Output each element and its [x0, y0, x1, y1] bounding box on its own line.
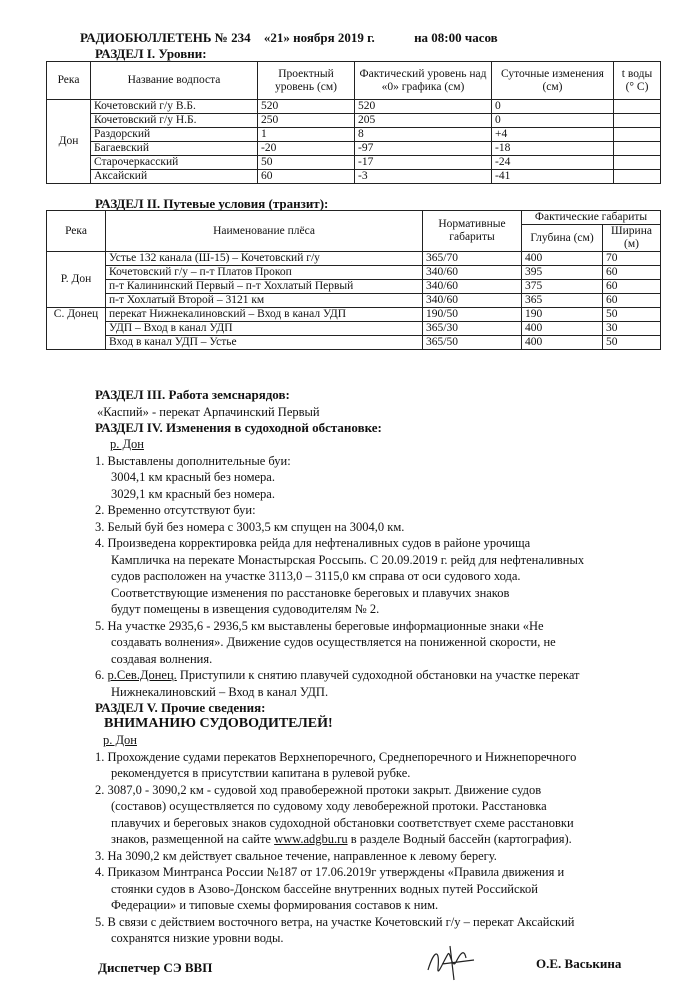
- daily-change: -18: [492, 142, 614, 156]
- depth: 375: [522, 280, 603, 294]
- reach-name: перекат Нижнекалиновский – Вход в канал УДП: [106, 308, 423, 322]
- list-item: 3004,1 км красный без номера.: [111, 470, 275, 484]
- table-row: [47, 100, 661, 114]
- list-item: Федерации» и типовые схемы формирования составов к ним.: [111, 898, 439, 912]
- col-width: Ширина (м): [603, 225, 661, 252]
- norm-dim: 340/60: [423, 280, 522, 294]
- norm-dim: 340/60: [423, 294, 522, 308]
- table-row: [47, 128, 661, 142]
- table-row: [47, 170, 661, 184]
- daily-change: -41: [492, 170, 614, 184]
- reach-name: УДП – Вход в канал УДП: [106, 322, 423, 336]
- list-item: 5. В связи с действием восточного ветра, на участке Кочетовский г/у – перекат Аксайский: [95, 914, 575, 929]
- width: 50: [603, 308, 661, 322]
- width: 70: [603, 252, 661, 266]
- list-item: рекомендуется в присутствии капитана в рулевой рубке.: [111, 766, 411, 780]
- river-cell: С. Донец: [47, 308, 106, 350]
- water-temp: [614, 170, 661, 184]
- section5-body: [95, 732, 680, 947]
- norm-dim: 340/60: [423, 266, 522, 280]
- list-item: 1. Выставлены дополнительные буи:: [95, 453, 291, 468]
- table-row: [47, 336, 661, 350]
- post-name: Аксайский: [91, 170, 258, 184]
- list-item: 3. На 3090,2 км действует свальное течение, направленное к левому берегу.: [95, 848, 497, 863]
- width: 50: [603, 336, 661, 350]
- col-reach: Наименование плёса: [106, 211, 423, 252]
- list-item: Соответствующие изменения по расстановке береговых и плавучих знаков: [111, 585, 510, 600]
- list-item: судов расположен на участке 3113,0 – 3115,0 км справа от оси судового хода.: [111, 569, 521, 583]
- depth: 400: [522, 322, 603, 336]
- list-item: сохранятся низкие уровни воды.: [111, 931, 284, 945]
- list-item: [95, 831, 680, 848]
- table-row: [47, 280, 661, 294]
- daily-change: +4: [492, 128, 614, 142]
- width: 60: [603, 266, 661, 280]
- list-item: 3. Белый буй без номера с 3003,5 км спущен на 3004,0 км.: [95, 519, 405, 534]
- section5-title: РАЗДЕЛ V. Прочие сведения:: [95, 700, 266, 715]
- daily-change: 0: [492, 100, 614, 114]
- section2-title: РАЗДЕЛ II. Путевые условия (транзит):: [95, 196, 329, 211]
- signatory-name: О.Е. Васькина: [536, 956, 622, 971]
- site-link[interactable]: www.adgbu.ru: [274, 832, 348, 846]
- width: 60: [603, 294, 661, 308]
- design-level: 1: [258, 128, 355, 142]
- list-item: создавать волнения». Движение судов осуществляется на пониженной скорости, не: [111, 635, 556, 649]
- depth: 400: [522, 336, 603, 350]
- actual-level: -97: [355, 142, 492, 156]
- river-label: р. Дон: [110, 437, 144, 451]
- reach-name: п-т Калининский Первый – п-т Хохлатый Первый: [106, 280, 423, 294]
- reach-name: Кочетовский г/у – п-т Платов Прокоп: [106, 266, 423, 280]
- post-name: Багаевский: [91, 142, 258, 156]
- list-item: (составов) осуществляется по судовому ходу левобережной протоки. Расстановка: [111, 799, 547, 813]
- list-item: стоянки судов в Азово-Донском бассейне внутренних водных путей Российской: [111, 881, 538, 896]
- actual-level: 205: [355, 114, 492, 128]
- list-item: будут помещены в извещения судоводителям № 2.: [111, 602, 380, 616]
- list-item: Кампличка на перекате Монастырская Россыпь. С 20.09.2019 г. рейд для нефтеналивных: [111, 552, 585, 567]
- list-item: 2. Временно отсутствуют буи:: [95, 503, 256, 517]
- list-item: 4. Произведена корректировка рейда для нефтеналивных судов в районе урочища: [95, 536, 531, 550]
- reach-name: п-т Хохлатый Второй – 3121 км: [106, 294, 423, 308]
- actual-level: -3: [355, 170, 492, 184]
- attention-heading: ВНИМАНИЮ СУДОВОДИТЕЛЕЙ!: [104, 716, 333, 731]
- section3-line: «Каспий» - перекат Арпачинский Первый: [97, 405, 320, 419]
- section4-title: РАЗДЕЛ IV. Изменения в судоходной обстановке:: [95, 420, 382, 435]
- list-item: 1. Прохождение судами перекатов Верхнепоречного, Среднепоречного и Нижнепоречного: [95, 749, 577, 764]
- col-temp: t воды (° С): [614, 62, 661, 100]
- daily-change: -24: [492, 156, 614, 170]
- daily-change: 0: [492, 114, 614, 128]
- norm-dim: 365/70: [423, 252, 522, 266]
- water-temp: [614, 100, 661, 114]
- norm-dim: 365/50: [423, 336, 522, 350]
- col-depth: Глубина (см): [522, 225, 603, 252]
- bulletin-title: РАДИОБЮЛЛЕТЕНЬ № 234: [80, 30, 251, 45]
- col-design: Проектный уровень (см): [258, 62, 355, 100]
- water-temp: [614, 114, 661, 128]
- depth: 365: [522, 294, 603, 308]
- actual-level: 520: [355, 100, 492, 114]
- water-temp: [614, 128, 661, 142]
- water-temp: [614, 142, 661, 156]
- design-level: 520: [258, 100, 355, 114]
- reach-name: Устье 132 канала (Ш-15) – Кочетовский г/у: [106, 252, 423, 266]
- item-text: знаков, размещенной на сайте: [111, 832, 275, 846]
- norm-dim: 190/50: [423, 308, 522, 322]
- post-name: Кочетовский г/у Н.Б.: [91, 114, 258, 128]
- width: 60: [603, 280, 661, 294]
- table-row: [47, 156, 661, 170]
- list-item: 5. На участке 2935,6 - 2936,5 км выставлены береговые информационные знаки «Не: [95, 618, 544, 633]
- design-level: 50: [258, 156, 355, 170]
- norm-dim: 365/30: [423, 322, 522, 336]
- table-header-row: [47, 62, 661, 100]
- transit-table: [46, 210, 661, 350]
- design-level: 60: [258, 170, 355, 184]
- dispatcher-label: Диспетчер СЭ ВВП: [98, 960, 213, 975]
- list-item: Нижнекалиновский – Вход в канал УДП.: [111, 684, 329, 699]
- list-item: 3029,1 км красный без номера.: [111, 486, 275, 501]
- actual-level: -17: [355, 156, 492, 170]
- section3-title: РАЗДЕЛ III. Работа земснарядов:: [95, 387, 290, 402]
- river-label: р.Сев.Донец.: [107, 668, 177, 682]
- table-row: [47, 142, 661, 156]
- depth: 190: [522, 308, 603, 322]
- table-header-row: [47, 211, 661, 225]
- reach-name: Вход в канал УДП – Устье: [106, 336, 423, 350]
- water-temp: [614, 156, 661, 170]
- signature-icon: [420, 940, 480, 985]
- list-item: плавучих и береговых знаков судоходной обстановки соответствует схеме расстановки: [111, 815, 574, 830]
- item-text: Приступили к снятию плавучей судоходной обстановки на участке перекат: [179, 668, 580, 682]
- depth: 395: [522, 266, 603, 280]
- table-row: [47, 266, 661, 280]
- list-item: 6. р.Сев.Донец. Приступили к снятию плавучей судоходной обстановки на участке перекат: [95, 668, 580, 682]
- list-item: 2. 3087,0 - 3090,2 км - судовой ход правобережной протоки закрыт. Движение судов: [95, 782, 542, 797]
- table-row: [47, 252, 661, 266]
- bulletin-time: на 08:00 часов: [414, 30, 498, 45]
- design-level: -20: [258, 142, 355, 156]
- table-row: [47, 308, 661, 322]
- river-label: р. Дон: [103, 733, 137, 747]
- section4-body: [95, 436, 675, 700]
- levels-table: [46, 61, 661, 184]
- col-river: Река: [47, 211, 106, 252]
- design-level: 250: [258, 114, 355, 128]
- post-name: Кочетовский г/у В.Б.: [91, 100, 258, 114]
- post-name: Старочеркасский: [91, 156, 258, 170]
- col-change: Суточные изменения (см): [492, 62, 614, 100]
- section1-title: РАЗДЕЛ I. Уровни:: [95, 46, 207, 61]
- item-text: в разделе Водный бассейн (картография).: [347, 832, 572, 846]
- list-item: 4. Приказом Минтранса России №187 от 17.06.2019г утверждены «Правила движения и: [95, 865, 565, 879]
- list-item: создавая волнения.: [111, 651, 213, 666]
- bulletin-header: [80, 30, 680, 46]
- col-river: Река: [47, 62, 91, 100]
- bulletin-date: «21» ноября 2019 г.: [263, 30, 375, 45]
- table-row: [47, 294, 661, 308]
- depth: 400: [522, 252, 603, 266]
- width: 30: [603, 322, 661, 336]
- actual-level: 8: [355, 128, 492, 142]
- river-cell: Дон: [47, 100, 91, 184]
- col-actual: Фактический уровень над «0» графика (см): [355, 62, 492, 100]
- col-actual-group: Фактические габариты: [522, 211, 661, 225]
- col-post: Название водпоста: [91, 62, 258, 100]
- table-row: [47, 114, 661, 128]
- post-name: Раздорский: [91, 128, 258, 142]
- col-norm: Нормативные габариты: [423, 211, 522, 252]
- river-cell: Р. Дон: [47, 252, 106, 308]
- table-row: [47, 322, 661, 336]
